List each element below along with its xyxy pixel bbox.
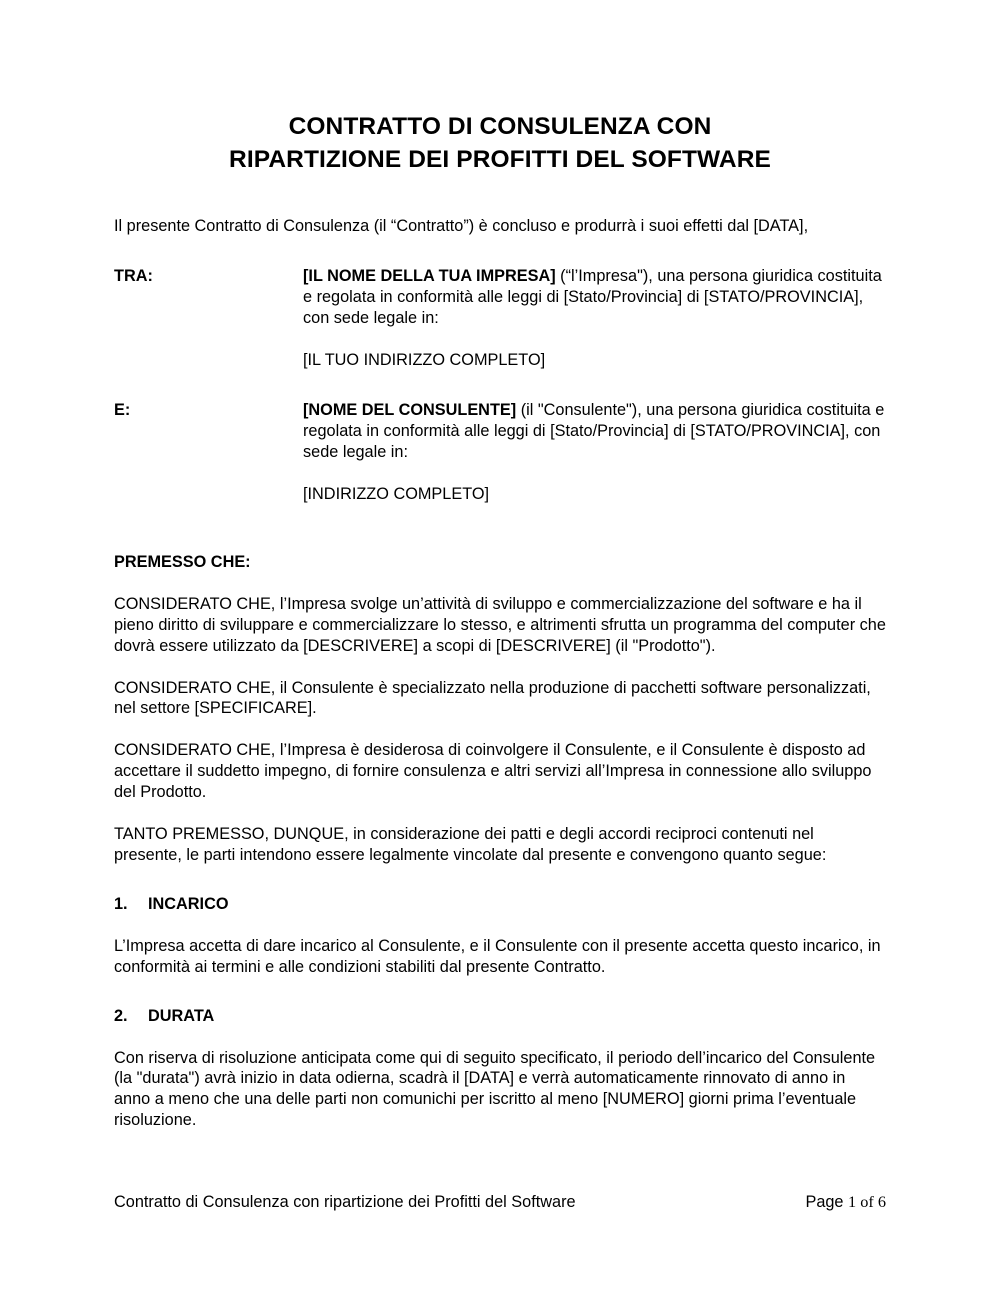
page-title-line-2: RIPARTIZIONE DEI PROFITTI DEL SOFTWARE [229,146,771,173]
footer-document-name: Contratto di Consulenza con ripartizione dei Profitti del Software [114,1193,576,1211]
party-description-company: (“l’Impresa"), una persona giuridica costituita e regolata in conformità alle leggi di [Stato/Provincia] di [STATO/PROVINCIA], con sede legale in: [303,266,882,327]
party-address-company: [IL TUO INDIRIZZO COMPLETO] [303,350,546,369]
footer-page-indicator [805,1192,886,1212]
recital-paragraph: TANTO PREMESSO, DUNQUE, in considerazione dei patti e degli accordi reciproci contenuti nel presente, le parti intendono essere legalmente vincolate dal presente e convengono quanto segue: [114,825,827,864]
party-address-consultant: [INDIRIZZO COMPLETO] [303,485,490,504]
party-row [114,266,886,371]
party-name-company: [IL NOME DELLA TUA IMPRESA] [303,266,556,285]
section-number: 1. [114,894,128,913]
section-incarico [114,894,886,978]
section-body: L’Impresa accetta di dare incarico al Consulente, e il Consulente con il presente accetta questo incarico, in conformità ai termini e alle condizioni stabiliti dal presente Contratto. [114,936,881,976]
party-description-consultant: (il "Consulente"), una persona giuridica costituita e regolata in conformità alle leggi di [Stato/Provincia] di [STATO/PROVINCIA], con sede legale in: [303,401,885,462]
party-description-line [303,400,886,463]
section-number: 2. [114,1006,128,1025]
party-row [114,400,886,505]
party-label-tra: TRA: [114,266,153,285]
party-details-consultant [303,400,886,505]
page-title-line-1: CONTRATTO DI CONSULENZA CON [288,113,712,140]
recitals-block [114,505,886,866]
section-durata [114,1006,886,1132]
recitals-heading: PREMESSO CHE: [114,552,251,571]
section-body: Con riserva di risoluzione anticipata come qui di seguito specificato, il periodo dell’incarico del Consulente (la "durata") avrà inizio in data odierna, scadrà il [DATA] e verrà automaticamente rinnovato di anno in anno a meno che una delle parti non comunichi per iscritto al meno [NUMERO] giorni prima l’eventuale risoluzione. [114,1048,876,1130]
section-title: DURATA [148,1006,215,1025]
page-title [114,0,886,176]
parties-block [114,237,886,505]
party-details-company [303,266,886,371]
section-heading [114,1006,886,1027]
party-name-consultant: [NOME DEL CONSULENTE] [303,401,517,420]
footer-page-label: Page [805,1193,844,1211]
footer-page-number: 1 of 6 [848,1192,886,1211]
recital-paragraph: CONSIDERATO CHE, l’Impresa è desiderosa di coinvolgere il Consulente, e il Consulente è disposto ad accettare il suddetto impegno, di fornire consulenza e altri servizi all’Impresa in connessione allo sviluppo del Prodotto. [114,741,872,802]
party-label-e: E: [114,401,131,420]
page-footer [114,1192,886,1212]
section-heading [114,894,886,915]
document-body [114,0,886,1131]
party-description-line [303,266,886,329]
recital-paragraph: CONSIDERATO CHE, l’Impresa svolge un’attività di sviluppo e commercializzazione del software e ha il pieno diritto di sviluppare e commercializzare lo stesso, e altrimenti sfrutta un programma del computer che dovrà essere utilizzato da [DESCRIVERE] a scopi di [DESCRIVERE] (il "Prodotto"). [114,594,886,655]
section-title: INCARICO [148,894,229,913]
recital-paragraph: CONSIDERATO CHE, il Consulente è specializzato nella produzione di pacchetti software personalizzati, nel settore [SPECIFICARE]. [114,678,871,718]
intro-paragraph: Il presente Contratto di Consulenza (il “Contratto”) è concluso e produrrà i suoi effetti dal [DATA], [114,217,809,235]
